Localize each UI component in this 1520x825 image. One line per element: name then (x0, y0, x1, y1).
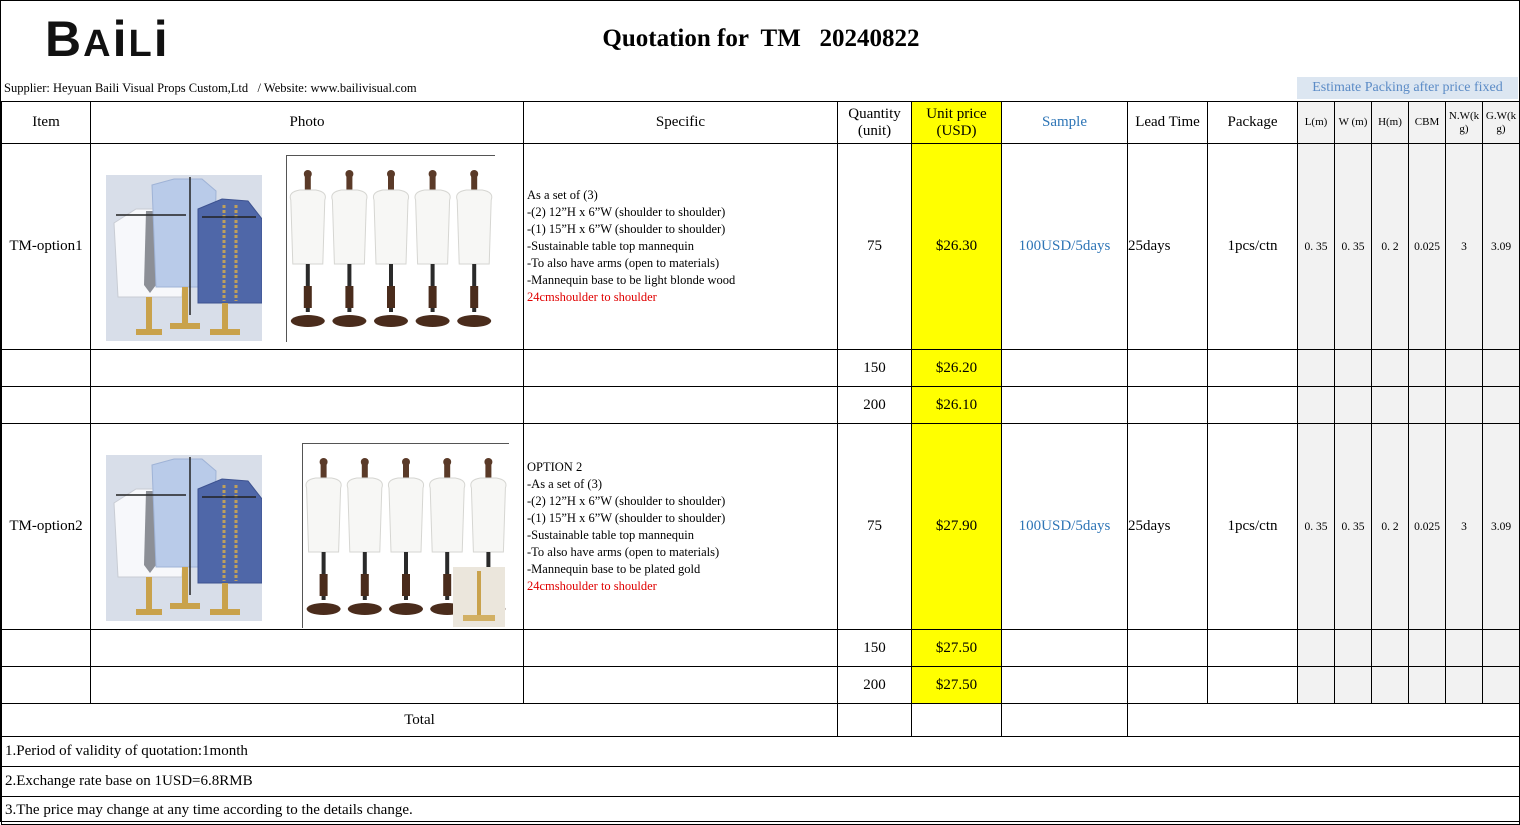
total-sample (1002, 704, 1128, 737)
mannequin-figure (457, 170, 492, 327)
col-specific: Specific (524, 102, 838, 144)
quantity: 200 (838, 667, 912, 704)
spec-note: 24cmshoulder to shoulder (527, 578, 657, 593)
package: 1pcs/ctn (1208, 424, 1298, 630)
unit-price: $26.30 (912, 144, 1002, 350)
col-sample: Sample (1002, 102, 1128, 144)
gold-base-detail-image (453, 567, 505, 627)
col-unit-price (912, 102, 1002, 144)
quotation-table (1, 101, 1520, 825)
sample-info: 100USD/5days (1002, 424, 1128, 630)
mannequin-figure (290, 170, 325, 327)
mannequin-figure (415, 170, 450, 327)
col-unit-price-line1: Unit price (926, 105, 987, 122)
table-row (2, 667, 1520, 704)
logo-letter: i (153, 11, 170, 67)
note-row (2, 797, 1520, 825)
mannequin-figure (332, 170, 367, 327)
spec-line: -(1) 15”H x 6”W (shoulder to shoulder) (527, 510, 726, 525)
sample-info: 100USD/5days (1002, 144, 1128, 350)
spec-line: -As a set of (3) (527, 476, 602, 491)
length-value: 0. 35 (1298, 144, 1335, 350)
total-label: Total (2, 704, 838, 737)
unit-price: $26.10 (912, 387, 1002, 424)
col-height: H(m) (1372, 102, 1409, 144)
logo-letter: i (112, 11, 129, 67)
quantity: 150 (838, 630, 912, 667)
spec-line: -Sustainable table top mannequin (527, 527, 694, 542)
table-row-option2 (2, 424, 1520, 630)
spec-line: -To also have arms (open to materials) (527, 256, 720, 270)
lead-time: 25days (1128, 424, 1208, 630)
table-row (2, 387, 1520, 424)
quantity: 150 (838, 350, 912, 387)
spec-line: -Mannequin base to be plated gold (527, 561, 701, 576)
spec-line: OPTION 2 (527, 459, 583, 474)
spec-line: -Sustainable table top mannequin (527, 239, 694, 253)
unit-price: $27.50 (912, 630, 1002, 667)
col-quantity (838, 102, 912, 144)
spec-line: -(1) 15”H x 6”W (shoulder to shoulder) (527, 222, 726, 236)
note-row (2, 737, 1520, 767)
table-row (2, 630, 1520, 667)
col-gw-line2: g) (1496, 122, 1506, 135)
page-title: Quotation for TM 20240822 (602, 25, 920, 52)
spec-cell (524, 144, 838, 350)
col-quantity-line2: (unit) (857, 122, 892, 139)
quantity: 75 (838, 424, 912, 630)
shirt-display-image (106, 175, 262, 341)
table-row (2, 350, 1520, 387)
logo-letter: B (45, 11, 84, 67)
height-value: 0. 2 (1372, 424, 1409, 630)
spec-note: 24cmshoulder to shoulder (527, 290, 657, 304)
mannequin-figure (373, 170, 408, 327)
supplier-line: Supplier: Heyuan Baili Visual Props Custom,Ltd / Website: www.bailivisual.com (4, 81, 417, 95)
terms-note: 3.The price may change at any time according to the details change. (2, 797, 1520, 825)
table-row-option1 (2, 144, 1520, 350)
col-nw-line1: N.W(k (1448, 109, 1480, 122)
logo-letter: L (128, 23, 154, 65)
spec-line: -Mannequin base to be light blonde wood (527, 273, 736, 287)
col-length: L(m) (1298, 102, 1335, 144)
terms-note: 1.Period of validity of quotation:1month (2, 737, 1520, 767)
unit-price: $27.90 (912, 424, 1002, 630)
mannequin-figure (388, 458, 423, 615)
mannequin-set-image (286, 155, 495, 342)
gross-weight-value: 3.09 (1483, 144, 1520, 350)
spec-line: As a set of (3) (527, 188, 598, 202)
mannequin-figure (347, 458, 382, 615)
terms-note: 2.Exchange rate base on 1USD=6.8RMB (2, 767, 1520, 797)
col-width: W (m) (1335, 102, 1372, 144)
cbm-value: 0.025 (1409, 424, 1446, 630)
total-price (912, 704, 1002, 737)
col-cbm: CBM (1409, 102, 1446, 144)
photo-cell (91, 424, 524, 630)
quantity: 200 (838, 387, 912, 424)
mannequin-figure (306, 458, 341, 615)
col-gw-line1: G.W(k (1485, 109, 1517, 122)
height-value: 0. 2 (1372, 144, 1409, 350)
estimate-packing-note: Estimate Packing after price fixed (1297, 77, 1518, 99)
item-name: TM-option1 (2, 144, 91, 350)
col-package: Package (1208, 102, 1298, 144)
package: 1pcs/ctn (1208, 144, 1298, 350)
col-nw-line2: g) (1459, 122, 1469, 135)
spec-line: -(2) 12”H x 6”W (shoulder to shoulder) (527, 493, 726, 508)
spec-cell (524, 424, 838, 630)
col-lead-time: Lead Time (1128, 102, 1208, 144)
unit-price: $27.50 (912, 667, 1002, 704)
col-net-weight (1446, 102, 1483, 144)
logo-letter: A (83, 23, 113, 65)
cbm-value: 0.025 (1409, 144, 1446, 350)
product-photo (91, 425, 523, 629)
item-name: TM-option2 (2, 424, 91, 630)
col-gross-weight (1483, 102, 1520, 144)
length-value: 0. 35 (1298, 424, 1335, 630)
header-row (2, 102, 1520, 144)
quantity: 75 (838, 144, 912, 350)
col-unit-price-line2: (USD) (936, 122, 977, 139)
photo-cell (91, 144, 524, 350)
spec-line: -(2) 12”H x 6”W (shoulder to shoulder) (527, 205, 726, 219)
total-rest (1128, 704, 1520, 737)
total-row (2, 704, 1520, 737)
spec-line: -To also have arms (open to materials) (527, 544, 720, 559)
width-value: 0. 35 (1335, 424, 1372, 630)
col-quantity-line1: Quantity (848, 105, 901, 122)
product-photo (91, 145, 523, 349)
total-quantity (838, 704, 912, 737)
gross-weight-value: 3.09 (1483, 424, 1520, 630)
note-row (2, 767, 1520, 797)
net-weight-value: 3 (1446, 144, 1483, 350)
lead-time: 25days (1128, 144, 1208, 350)
col-item: Item (2, 102, 91, 144)
shirt-display-image (106, 455, 262, 621)
col-photo: Photo (91, 102, 524, 144)
net-weight-value: 3 (1446, 424, 1483, 630)
baili-logo (45, 11, 170, 80)
width-value: 0. 35 (1335, 144, 1372, 350)
unit-price: $26.20 (912, 350, 1002, 387)
